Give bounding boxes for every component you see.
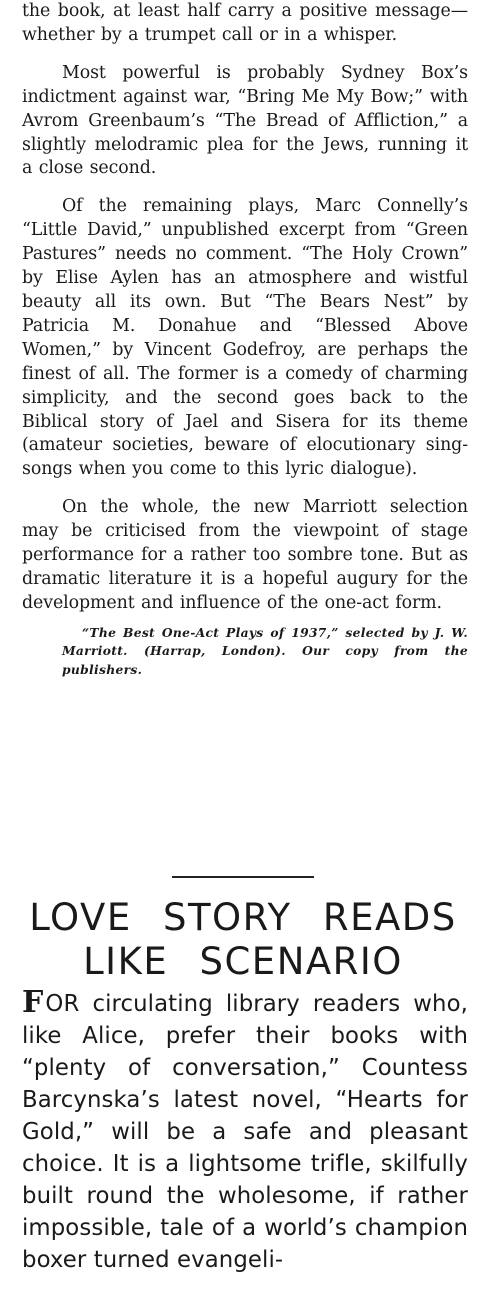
paragraph-3: Of the remaining plays, Marc Connelly’s “Little David,” unpublished excerpt from “Green Pastures” needs no comment. “The Holy Crown” by Elise Aylen has an atmosphere and wistful beauty all its own. But “The Bears Nest” by Patricia M. Donahue and “Blessed Above Women,” by Vincent Godefroy, are perhaps the finest of all. The former is a comedy of charming simplicity, and the second goes back to the Biblical story of Jael and Sisera for its theme (amateur societies, beware of elocutionary sing-songs when you come to this lyric dialogue).: [22, 196, 468, 480]
paragraph-4: On the whole, the new Marriott selection may be criticised from the viewpoint of stage performance for a rather too sombre tone. But as dramatic literature it is a hopeful augury for the development and influence of the one-act form.: [22, 497, 468, 613]
section-divider: [172, 876, 314, 878]
story-text: OR circulating library readers who, like Alice, prefer their books with “plenty of conversation,” Countess Barcynska’s latest novel, “Hearts for Gold,” will be a safe and pleasant choice. It is a lightsome trifle, skilfully built round the wholesome, if rather impossible, tale of a world’s champion boxer turned evangeli-: [22, 991, 468, 1273]
paragraph-1: the book, at least half carry a positive message—whether by a trumpet call or in a whisper.: [22, 1, 468, 45]
headline-line-1: LOVE STORY READS: [29, 896, 457, 939]
article-column: [22, 0, 468, 679]
story-body: [22, 985, 468, 1276]
book-credit: “The Best One-Act Plays of 1937,” selected by J. W. Marriott. (Harrap, London). Our copy from the publishers.: [62, 624, 468, 677]
paragraph-2: Most powerful is probably Sydney Box’s indictment against war, “Bring Me My Bow;” with Avrom Greenbaum’s “The Bread of Affliction,” a slightly melodramic plea for the Jews, running it a close second.: [22, 62, 468, 179]
headline: [0, 896, 486, 984]
drop-cap: F: [22, 985, 44, 1020]
headline-line-2: LIKE SCENARIO: [83, 940, 403, 983]
